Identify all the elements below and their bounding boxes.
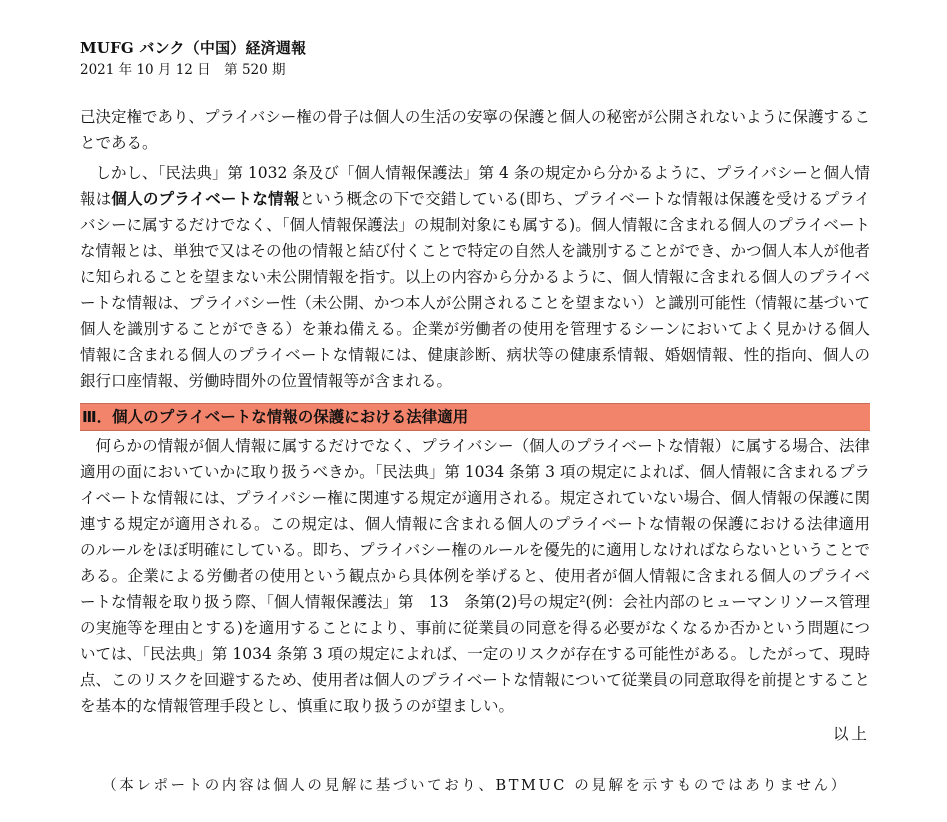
paragraph-text-before: しかし、「民法典」第 1032 条及び「個人情報保護法」第 4 条の規定から分かるように、プライバシーと個人情報は bbox=[80, 164, 870, 208]
report-title: MUFG バンク（中国）経済週報 bbox=[80, 39, 307, 57]
closing-mark: 以上 bbox=[832, 725, 870, 743]
paragraph-legal-application: 何らかの情報が個人情報に属するだけでなく、プライバシー（個人のプライベートな情報）に属する場合、法律適用の面においていかに取り扱うべきか。「民法典」第 1034 条第 3 項の規定によれば、個人情報に含まれるプライベートな情報には、プライバシー権に関連する規定が適用される。規定されていない場合、個人情報の保護に関連する規定が適用される。この規定は、個人情報に含まれる個人のプライベートな情報の保護における法律適用のルールをほぼ明確にしている。即ち、プライバシー権のルールを優先的に適用しなければならないということである。企業による労働者の使用という観点から具体例を挙げると、使用者が個人情報に含まれる個人のプライベートな情報を取り扱う際、「個人情報保護法」第 13 条第(2)号の規定²(例：会社内部のヒューマンリソース管理の実施等を理由とする)を適用することにより、事前に従業員の同意を得る必要がなくなるか否かという問題については、「民法典」第 1034 条第 3 項の規定によれば、一定のリスクが存在する可能性がある。したがって、現時点、このリスクを回避するため、使用者は個人のプライベートな情報について従業員の同意取得を前提とすることを基本的な情報管理手段とし、慎重に取り扱うのが望ましい。 bbox=[80, 437, 870, 715]
section-heading: Ⅲ．個人のプライベートな情報の保護における法律適用 bbox=[80, 403, 870, 431]
disclaimer: （本レポートの内容は個人の見解に基づいており、BTMUC の見解を示すものではありません） bbox=[102, 778, 848, 794]
report-header bbox=[80, 38, 306, 80]
bold-term: 個人のプライベートな情報 bbox=[111, 190, 300, 208]
report-date: 2021 年 10 月 12 日 第 520 期 bbox=[80, 62, 286, 78]
paragraph-continuation: 己決定権であり、プライバシー権の骨子は個人の生活の安寧の保護と個人の秘密が公開されないように保護することである。 bbox=[80, 108, 870, 152]
paragraph-text-after: という概念の下で交錯している(即ち、プライベートな情報は保護を受けるプライバシーに属するだけでなく、「個人情報保護法」の規制対象にも属する)。個人情報に含まれる個人のプライベートな情報とは、単独で又はその他の情報と結び付くことで特定の自然人を識別することができ、かつ個人本人が他者に知られることを望まない未公開情報を指す。以上の内容から分かるように、個人情報に含まれる個人のプライベートな情報は、プライバシー性（未公開、かつ本人が公開されることを望まない）と識別可能性（情報に基づいて個人を識別することができる）を兼ね備える。企業が労働者の使用を管理するシーンにおいてよく見かける個人情報に含まれる個人のプライベートな情報には、健康診断、病状等の健康系情報、婚姻情報、性的指向、個人の銀行口座情報、労働時間外の位置情報等が含まれる。 bbox=[80, 190, 870, 390]
paragraph-privacy-and-personal-info bbox=[80, 160, 870, 394]
report-body bbox=[80, 104, 870, 747]
